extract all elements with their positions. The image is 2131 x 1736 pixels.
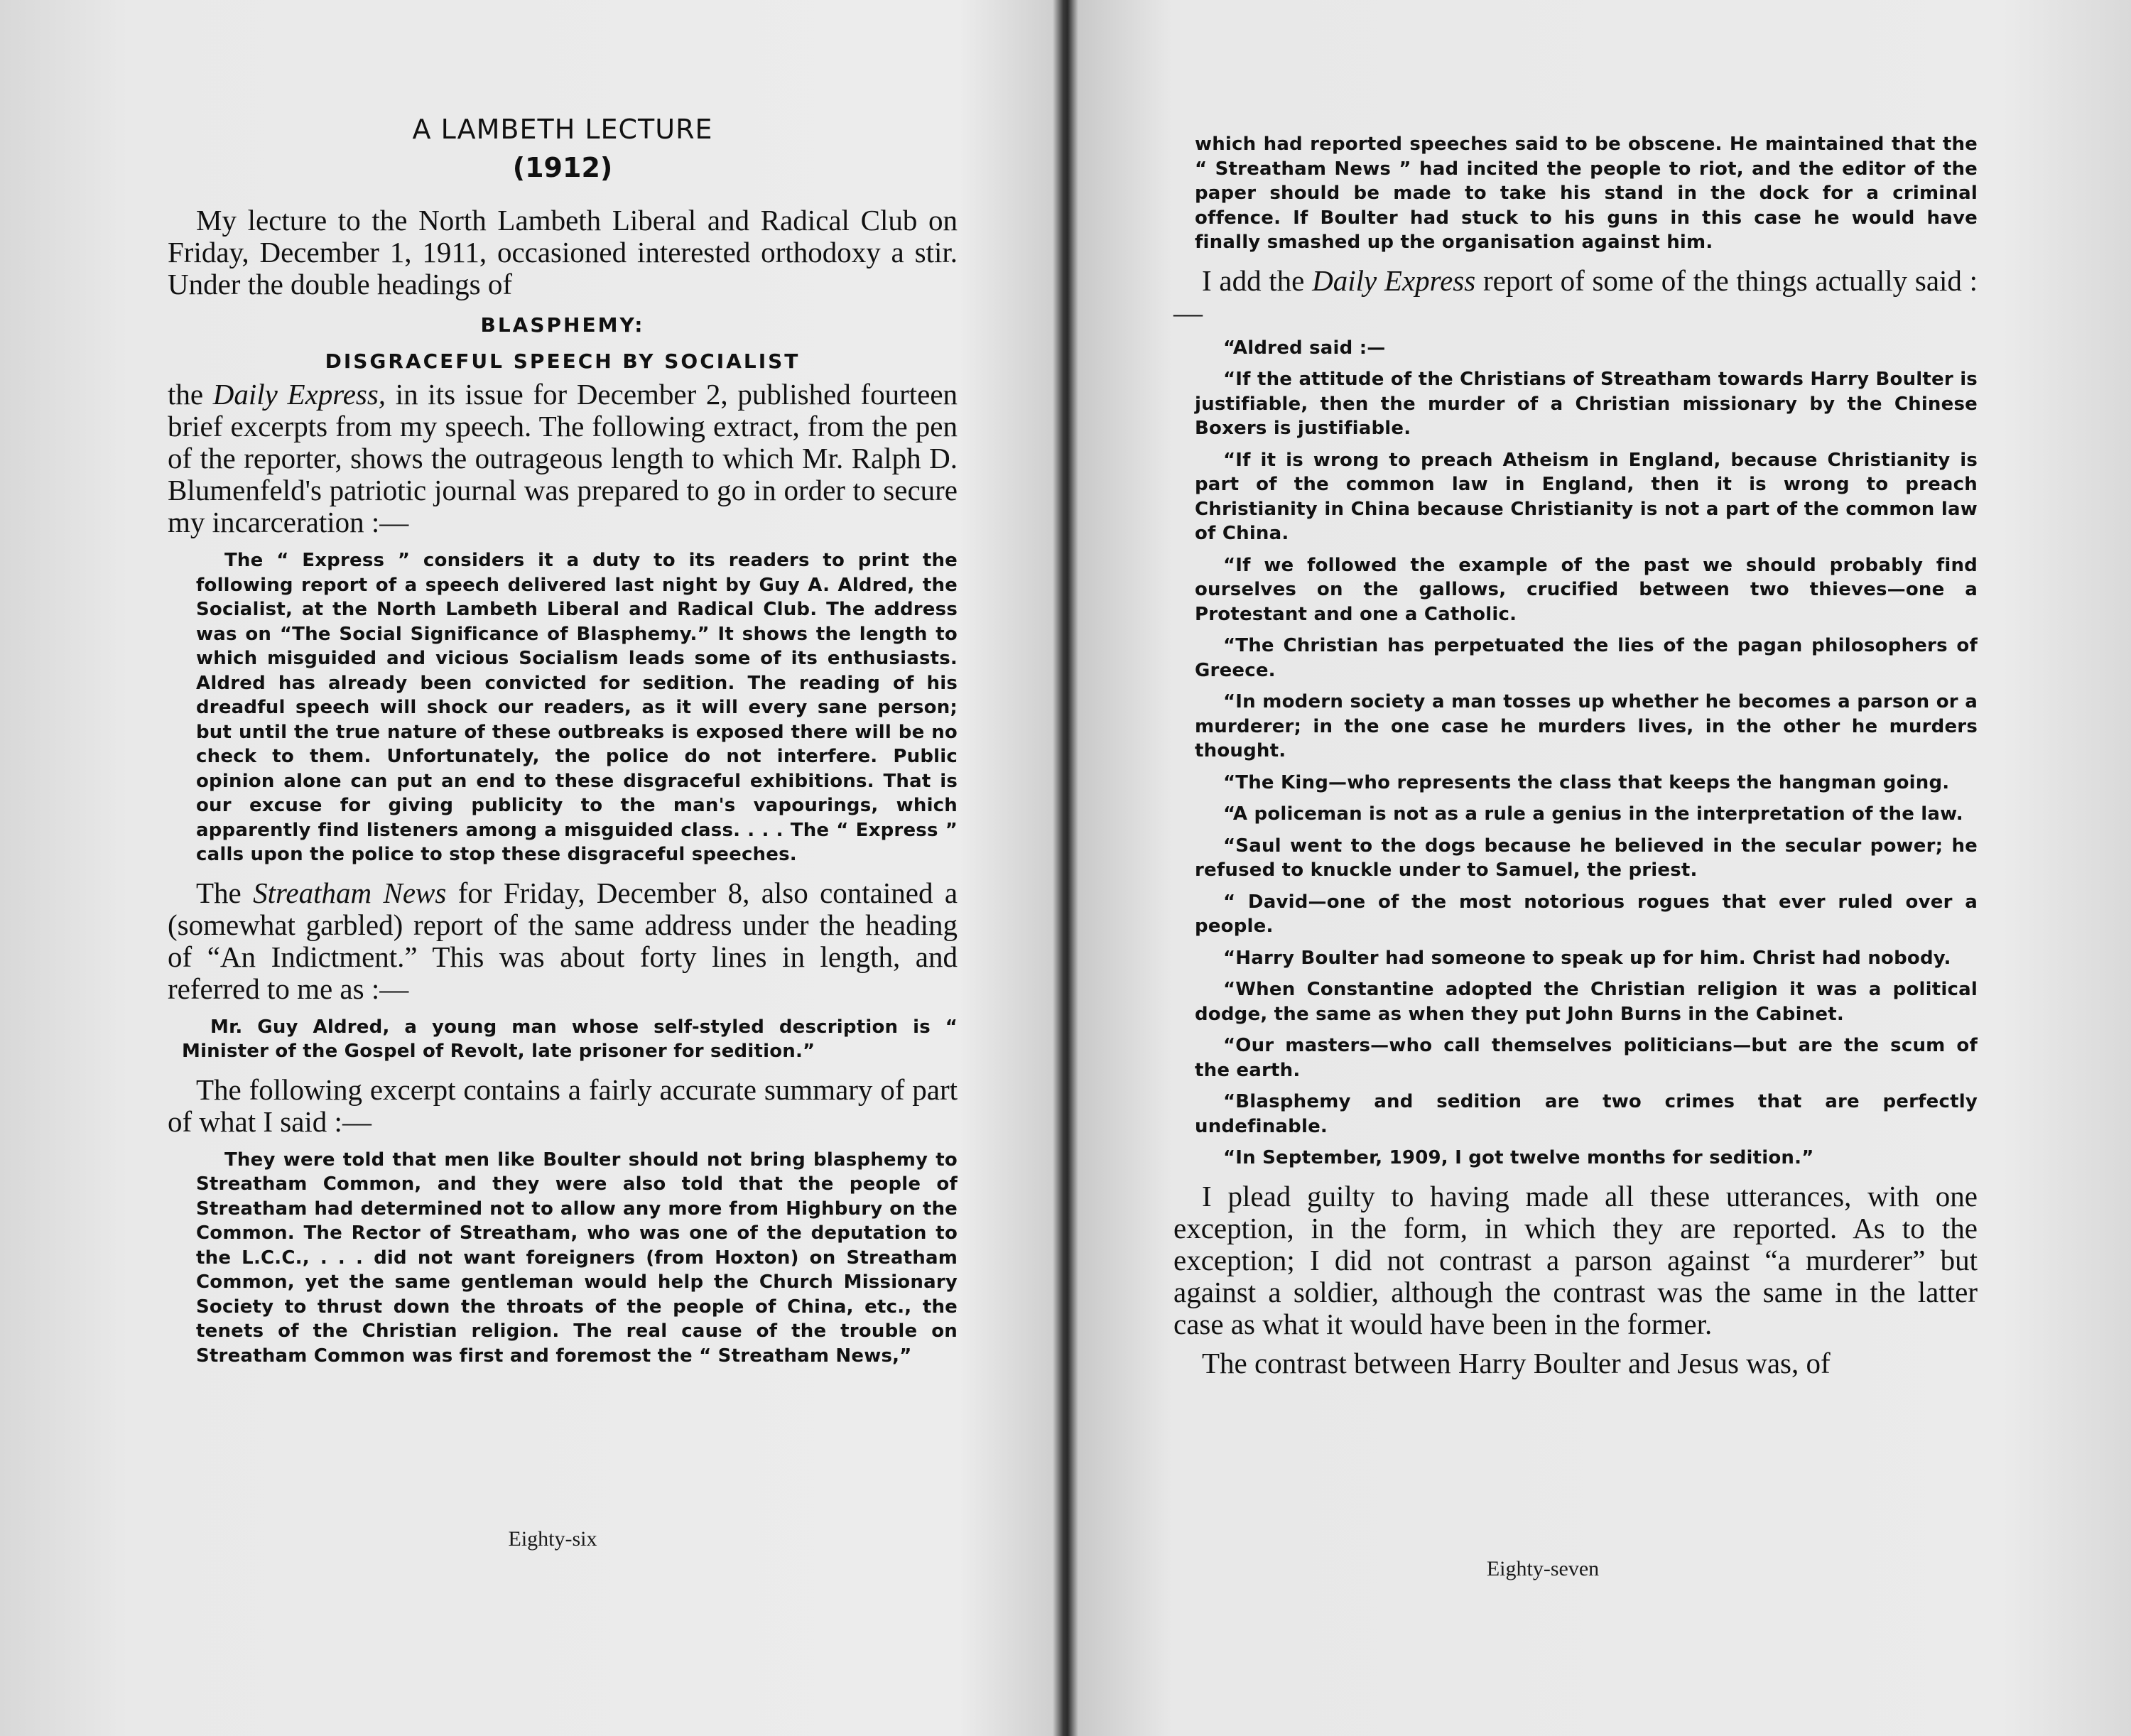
quote-item: “Saul went to the dogs because he believed in the secular power; he refused to knuckle under to Samuel, the priest. xyxy=(1195,835,1978,881)
left-text-column xyxy=(168,114,958,1368)
right-page xyxy=(1068,0,2131,1736)
quote-item: “If we followed the example of the past we should probably find ourselves on the gallows, crucified between two thieves—one a Protestant and one a Catholic. xyxy=(1195,554,1978,625)
text: for Friday, December 8, also contained a (somewhat garbled) report of the same address under the heading of “An Indictment.” This was about forty lines in length, and referred to me as :— xyxy=(168,876,958,1005)
paragraph: I plead guilty to having made all these utterances, with one exception, in the form, in which they are reported. As to the exception; I did not contrast a parson against “a murderer” but against a soldier, although the contrast was the same in the latter case as what it would have been in the former. xyxy=(1173,1179,1978,1340)
paragraph xyxy=(168,379,958,538)
quote-item: “The Christian has perpetuated the lies of the pagan philosophers of Greece. xyxy=(1195,635,1978,681)
quote-item: “Harry Boulter had someone to speak up for him. Christ had nobody. xyxy=(1223,947,1951,969)
quote-list xyxy=(1173,336,1978,1171)
quote-item: “A policeman is not as a rule a genius in the interpretation of the law. xyxy=(1223,803,1963,825)
quoted-extract: They were told that men like Boulter should not bring blasphemy to Streatham Common, and they were also told that the people of Streatham had determined not to allow any more from Highbury on the Common. The Rector of Streatham, who was one of the deputation to the L.C.C., . . . did not want foreigners (from Hoxton) on Streatham Common, yet the same gentleman would help the Church Missionary Society to thrust down the throats of the people of China, etc., the tenets of the Christian religion. The real cause of the trouble on Streatham Common was first and foremost the “ Streatham News,” xyxy=(196,1149,958,1367)
chapter-year: (1912) xyxy=(512,152,613,183)
newspaper-name: Daily Express xyxy=(1312,264,1476,297)
right-text-column xyxy=(1173,132,1978,1379)
paragraph: The following excerpt contains a fairly accurate summary of part of what I said :— xyxy=(168,1073,958,1138)
text: The xyxy=(196,876,242,909)
paragraph: The contrast between Harry Boulter and Jesus was, of xyxy=(1202,1346,1831,1379)
quote-item: “Our masters—who call themselves politicians—but are the scum of the earth. xyxy=(1195,1035,1978,1081)
page-number: Eighty-seven xyxy=(1486,1557,1600,1580)
quoted-extract-continued: which had reported speeches said to be obscene. He maintained that the “ Streatham News ” had incited the people to riot, and the editor of the paper should be made to take his stand in the dock for a criminal offence. If Boulter had stuck to his guns in this case he would have finally smashed up the organisation against him. xyxy=(1195,134,1978,253)
quoted-extract: Mr. Guy Aldred, a young man whose self-styled description is “ Minister of the Gospel of Revolt, late prisoner for sedition.” xyxy=(182,1016,958,1062)
quote-item: “The King—who represents the class that keeps the hangman going. xyxy=(1223,771,1950,793)
paragraph: My lecture to the North Lambeth Liberal and Radical Club on Friday, December 1, 1911, occasioned interested orthodoxy a stir. Under the double headings of xyxy=(168,204,958,300)
headline: BLASPHEMY: xyxy=(480,313,645,337)
quote-item: “In modern society a man tosses up whether he becomes a parson or a murderer; in the one case he murders lives, in the other he murders thought. xyxy=(1195,691,1978,761)
text: report of some of the things actually said :— xyxy=(1173,264,1978,329)
newspaper-name: Daily Express, xyxy=(212,378,386,411)
paragraph xyxy=(168,877,958,1005)
page-number: Eighty-six xyxy=(508,1527,597,1551)
quote-item: “In September, 1909, I got twelve months for sedition.” xyxy=(1223,1147,1814,1168)
quote-item: “ David—one of the most notorious rogues that ever ruled over a people. xyxy=(1195,891,1978,937)
left-page xyxy=(0,0,1063,1736)
quote-item: “Aldred said :— xyxy=(1223,337,1386,359)
quoted-extract: The “ Express ” considers it a duty to its readers to print the following report of a speech delivered last night by Guy A. Aldred, the Socialist, at the North Lambeth Liberal and Radical Club. The address was on “The Social Significance of Blasphemy.” It shows the length to which misguided and vicious Socialism leads some of its enthusiasts. Aldred has already been convicted for sedition. The reading of his dreadful speech will shock our readers, as it will every sane person; but until the true nature of these outbreaks is exposed there will be no check to them. Unfortunately, the police do not interfere. Public opinion alone can put an end to these disgraceful exhibitions. That is our excuse for giving publicity to the man's vapourings, which apparently find listeners among a misguided class. . . . The “ Express ” calls upon the police to stop these disgraceful speeches. xyxy=(196,550,958,865)
quote-item: “When Constantine adopted the Christian religion it was a political dodge, the same as when they put John Burns in the Cabinet. xyxy=(1195,979,1978,1025)
text: in its issue for December 2, published fourteen brief excerpts from my speech. The following extract, from the pen of the reporter, shows the outrageous length to which Mr. Ralph D. Blumenfeld's patriotic journal was prepared to go in order to secure my incarceration :— xyxy=(168,378,958,538)
text: I add the xyxy=(1202,264,1305,297)
quote-item: “If the attitude of the Christians of Streatham towards Harry Boulter is justifiable, then the murder of a Christian missionary by the Chinese Boxers is justifiable. xyxy=(1195,369,1978,439)
paragraph xyxy=(1173,265,1978,329)
text: the xyxy=(168,378,204,411)
subheadline: DISGRACEFUL SPEECH BY SOCIALIST xyxy=(325,349,801,373)
quote-item: “If it is wrong to preach Atheism in England, because Christianity is part of the common law in England, then it is wrong to preach Christianity in China because Christianity is not a part of the common law of China. xyxy=(1195,449,1978,544)
quote-item: “Blasphemy and sedition are two crimes that are perfectly undefinable. xyxy=(1195,1091,1978,1137)
chapter-title: A LAMBETH LECTURE xyxy=(412,114,713,145)
newspaper-name: Streatham News xyxy=(253,876,447,909)
